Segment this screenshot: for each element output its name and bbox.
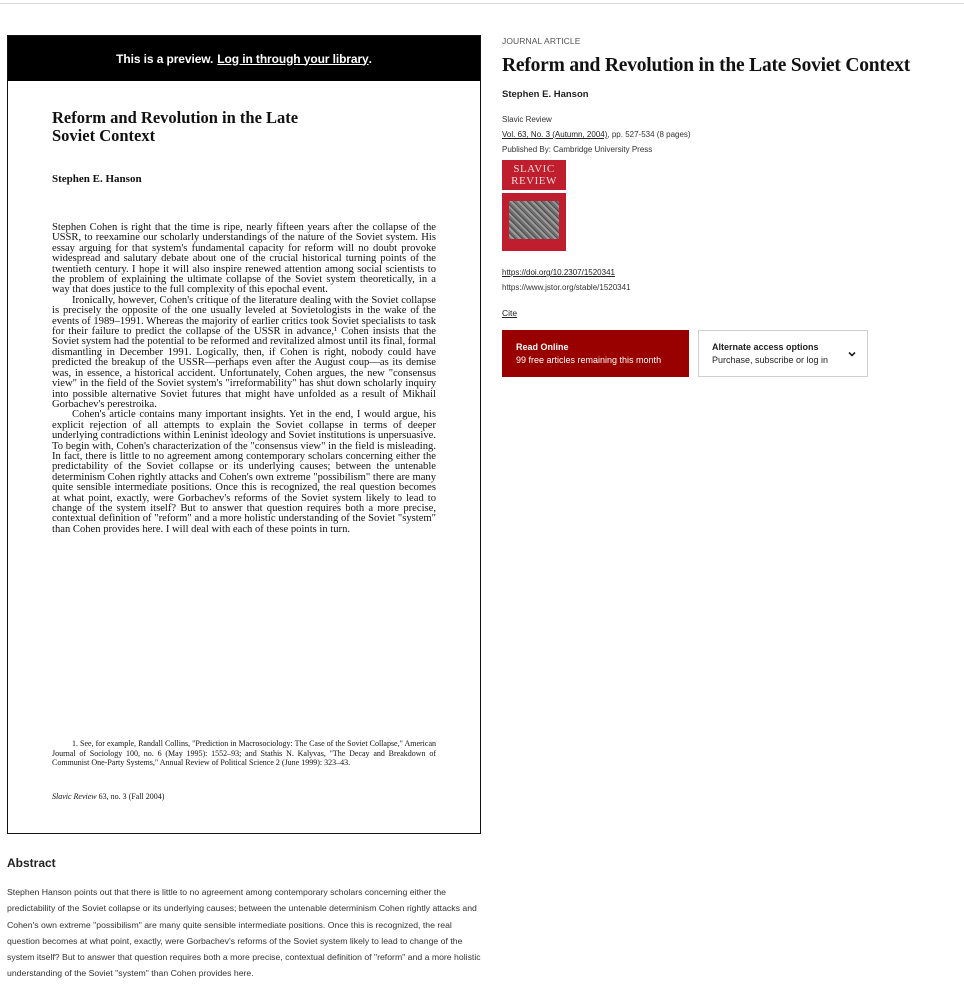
doi-line — [502, 268, 615, 277]
cover-title — [502, 163, 566, 187]
abstract-text: Stephen Hanson points out that there is little to no agreement among contemporary scholars concerning either the predictability of the Soviet collapse or its underlying causes; between the untenable determinism Cohen rightly attacks and Cohen's own extreme "possibilism" are many quite sensible intermediate positions. Once this is recognized, the real question becomes at what point, exactly, were Gorbachev's reforms of the Soviet system likely to lead to change of the system itself? But to answer that question requires both a more precise, contextual definition of "reform" and a more holistic understanding of the Soviet "system" than Cohen provides here. — [7, 887, 481, 979]
page-journal-line — [52, 792, 164, 801]
journal-cover-thumbnail[interactable] — [502, 160, 566, 251]
issue-line — [502, 130, 691, 139]
abstract-heading: Abstract — [7, 856, 56, 870]
page-journal-name: Slavic Review — [52, 792, 97, 801]
stable-url: https://www.jstor.org/stable/1520341 — [502, 283, 631, 292]
cite-link[interactable]: Cite — [502, 308, 518, 318]
free-articles-remaining: 99 free articles remaining this month — [516, 355, 662, 365]
library-login-link[interactable]: Log in through your library — [217, 51, 369, 66]
pdf-preview-viewer[interactable] — [7, 35, 481, 834]
preview-banner — [8, 36, 480, 81]
page-journal-issue: 63, no. 3 (Fall 2004) — [96, 792, 165, 801]
preview-text: This is a preview. — [116, 51, 214, 66]
issue-link[interactable]: Vol. 63, No. 3 (Autumn, 2004) — [502, 130, 608, 139]
page-author: Stephen E. Hanson — [52, 173, 142, 185]
body-paragraph: Stephen Cohen is right that the time is ripe, nearly fifteen years after the collapse of the USSR, to reexamine our scholarly understandings of the nature of the Soviet system. His essay arguing for that system's fundamental capacity for reform will no doubt provoke widespread and salutary debate about one of the crucial historical turning points of the twentieth century. I hope it will also inspire renewed attention among social scientists to the problem of explaining the ultimate collapse of the Soviet system theoretically, in a way that does justice to the full complexity of this epochal event. — [52, 222, 436, 296]
journal-name: Slavic Review — [502, 115, 552, 124]
body-paragraph: Ironically, however, Cohen's critique of the literature dealing with the Soviet collapse is precisely the opposite of the one usually leveled at Sovietologists in the wake of the events of 1989–1991. Whereas the majority of earlier critics took Soviet specialists to task for their failure to predict the collapse of the USSR in advance,¹ Cohen insists that the Soviet system had the potential to be reformed and revitalized almost until its final, formal dismantling in December 1991. Logically, then, if Cohen is right, nobody could have predicted the breakup of the USSR—perhaps even after the August coup—as its demise was, in essence, a historical accident. Unfortunately, Cohen argues, the new "consensus view" in the field of the Soviet system's "irreformability" has shut down scholarly inquiry into possible alternative Soviet futures that might have unfolded as a result of Mikhail Gorbachev's perestroika. — [52, 294, 436, 410]
footnote: 1. See, for example, Randall Collins, "Prediction in Macrosociology: The Case of the Soviet Collapse," American Journal of Sociology 100, no. 6 (May 1995): 1552–93; and Stathis N. Kalyvas, "The Decay and Breakdown of Communist One-Party Systems," Annual Review of Political Science 2 (June 1999): 323–43. — [52, 739, 436, 768]
page-range: , pp. 527-534 (8 pages) — [607, 130, 691, 139]
chevron-down-icon — [846, 348, 858, 360]
cite-line — [502, 308, 517, 318]
publisher: Published By: Cambridge University Press — [502, 145, 653, 154]
cover-image — [509, 201, 559, 239]
preview-text-end: . — [368, 51, 372, 66]
page-body — [52, 223, 436, 535]
cover-title-line: REVIEW — [511, 175, 557, 187]
article-author: Stephen E. Hanson — [502, 89, 589, 100]
cover-rule — [502, 190, 566, 193]
alternate-access-sub: Purchase, subscribe or log in — [712, 355, 829, 365]
read-online-label: Read Online — [516, 342, 569, 352]
content-type-label: JOURNAL ARTICLE — [502, 36, 581, 46]
alternate-access-dropdown[interactable] — [698, 330, 868, 377]
doi-link[interactable]: https://doi.org/10.2307/1520341 — [502, 268, 615, 277]
body-paragraph: Cohen's article contains many important insights. Yet in the end, I would argue, his explicit rejection of all attempts to explain the Soviet collapse in terms of deeper underlying contradictions within Leninist ideology and Soviet institutions is unpersuasive. To begin with, Cohen's characterization of the "consensus view" in the field is misleading. In fact, there is little to no agreement among contemporary scholars concerning either the predictability of the Soviet collapse or its underlying causes; between the untenable determinism Cohen rightly attacks and Cohen's own extreme "possibilism" there are many quite sensible intermediate positions. Once this is recognized, the real question becomes at what point, exactly, were Gorbachev's reforms of the Soviet system likely to lead to change of the system itself? But to answer that question requires both a more precise, contextual definition of "reform" and a more holistic understanding of the Soviet "system" than Cohen provides here. I will deal with each of these points in turn. — [52, 409, 436, 535]
cover-title-line: SLAVIC — [513, 163, 555, 175]
read-online-button[interactable] — [502, 330, 689, 377]
alternate-access-label: Alternate access options — [712, 342, 819, 352]
top-divider — [0, 3, 964, 4]
page-title: Reform and Revolution in the Late Soviet Context — [52, 108, 299, 145]
article-title: Reform and Revolution in the Late Soviet Context — [502, 55, 910, 76]
